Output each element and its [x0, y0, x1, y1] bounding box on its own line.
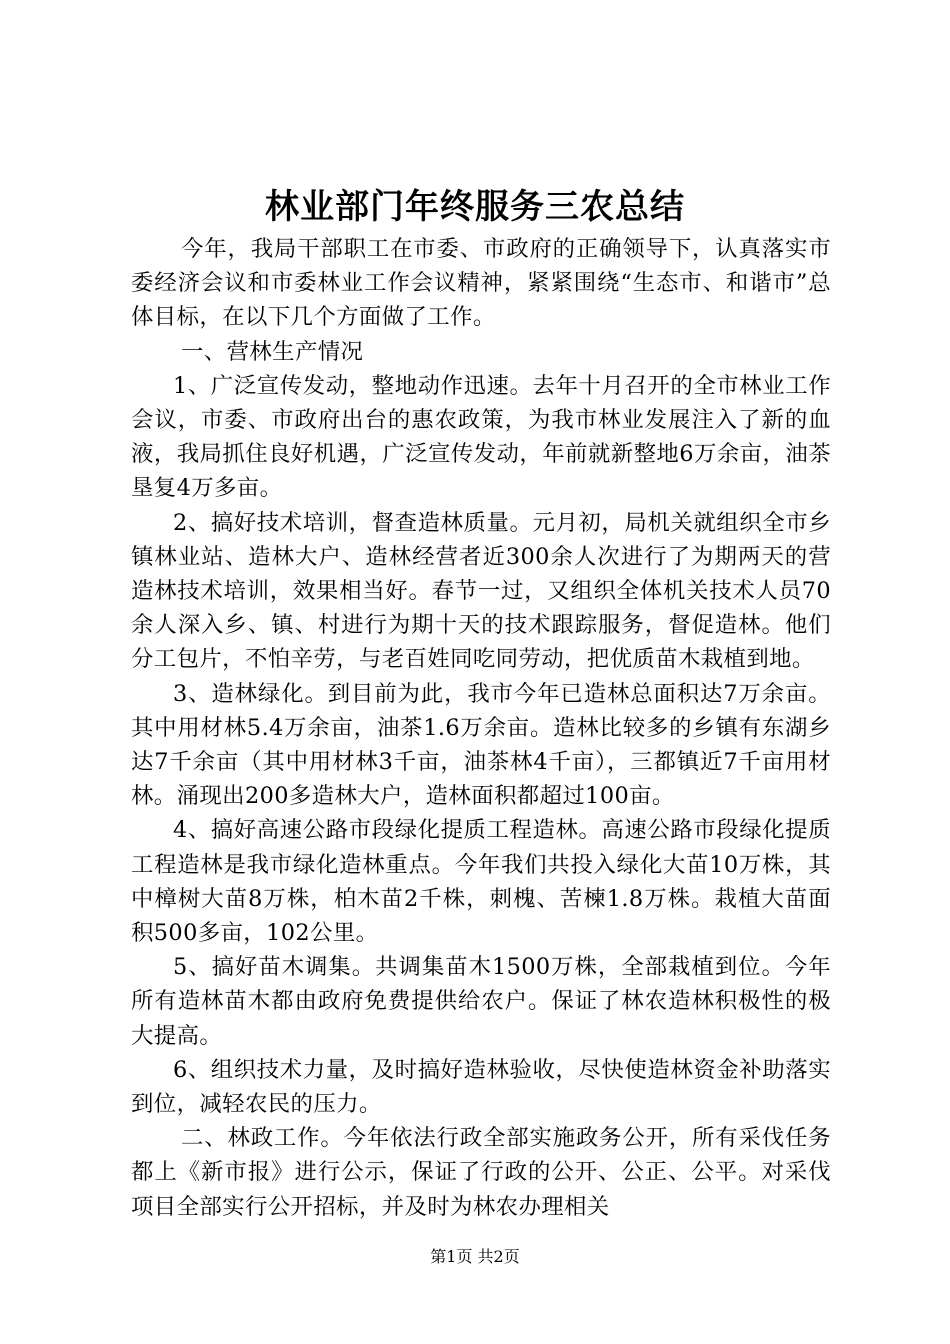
page-number-footer: 第1页 共2页: [430, 1247, 520, 1266]
paragraph-item-6: 6、组织技术力量，及时搞好造林验收，尽快使造林资金补助落实到位，减轻农民的压力。: [131, 1056, 831, 1118]
paragraph-item-3: 3、造林绿化。到目前为此，我市今年已造林总面积达7万余亩。其中用材林5.4万余亩，油茶1.6万余亩。造林比较多的乡镇有东湖乡达7千余亩（其中用材林3千亩，油茶林4千亩），三都镇近7千亩用材林。涌现出200多造林大户，造林面积都超过100亩。: [131, 680, 831, 810]
paragraph-item-2: 2、搞好技术培训，督查造林质量。元月初，局机关就组织全市乡镇林业站、造林大户、造林经营者近300余人次进行了为期两天的营造林技术培训，效果相当好。春节一过，又组织全体机关技术人员70余人深入乡、镇、村进行为期十天的技术跟踪服务，督促造林。他们分工包片，不怕辛劳，与老百姓同吃同劳动，把优质苗木栽植到地。: [131, 509, 831, 673]
section-heading-2-paragraph: 二、林政工作。今年依法行政全部实施政务公开，所有采伐任务都上《新市报》进行公示，保证了行政的公开、公正、公平。对采伐项目全部实行公开招标，并及时为林农办理相关: [131, 1125, 831, 1220]
section-heading-1: 一、营林生产情况: [181, 338, 364, 365]
paragraph-item-5: 5、搞好苗木调集。共调集苗木1500万株，全部栽植到位。今年所有造林苗木都由政府免费提供给农户。保证了林农造林积极性的极大提高。: [131, 954, 831, 1049]
document-body: [131, 232, 831, 1224]
paragraph-item-4: 4、搞好高速公路市段绿化提质工程造林。高速公路市段绿化提质工程造林是我市绿化造林重点。今年我们共投入绿化大苗10万株，其中樟树大苗8万株，柏木苗2千株，刺槐、苦楝1.8万株。栽植大苗面积500多亩，102公里。: [131, 817, 831, 947]
paragraph-item-1: 1、广泛宣传发动，整地动作迅速。去年十月召开的全市林业工作会议，市委、市政府出台的惠农政策，为我市林业发展注入了新的血液，我局抓住良好机遇，广泛宣传发动，年前就新整地6万余亩，油茶垦复4万多亩。: [131, 372, 831, 502]
page-title: 林业部门年终服务三农总结: [265, 187, 685, 227]
paragraph-intro: 今年，我局干部职工在市委、市政府的正确领导下，认真落实市委经济会议和市委林业工作会议精神，紧紧围绕“生态市、和谐市”总体目标，在以下几个方面做了工作。: [131, 236, 831, 331]
